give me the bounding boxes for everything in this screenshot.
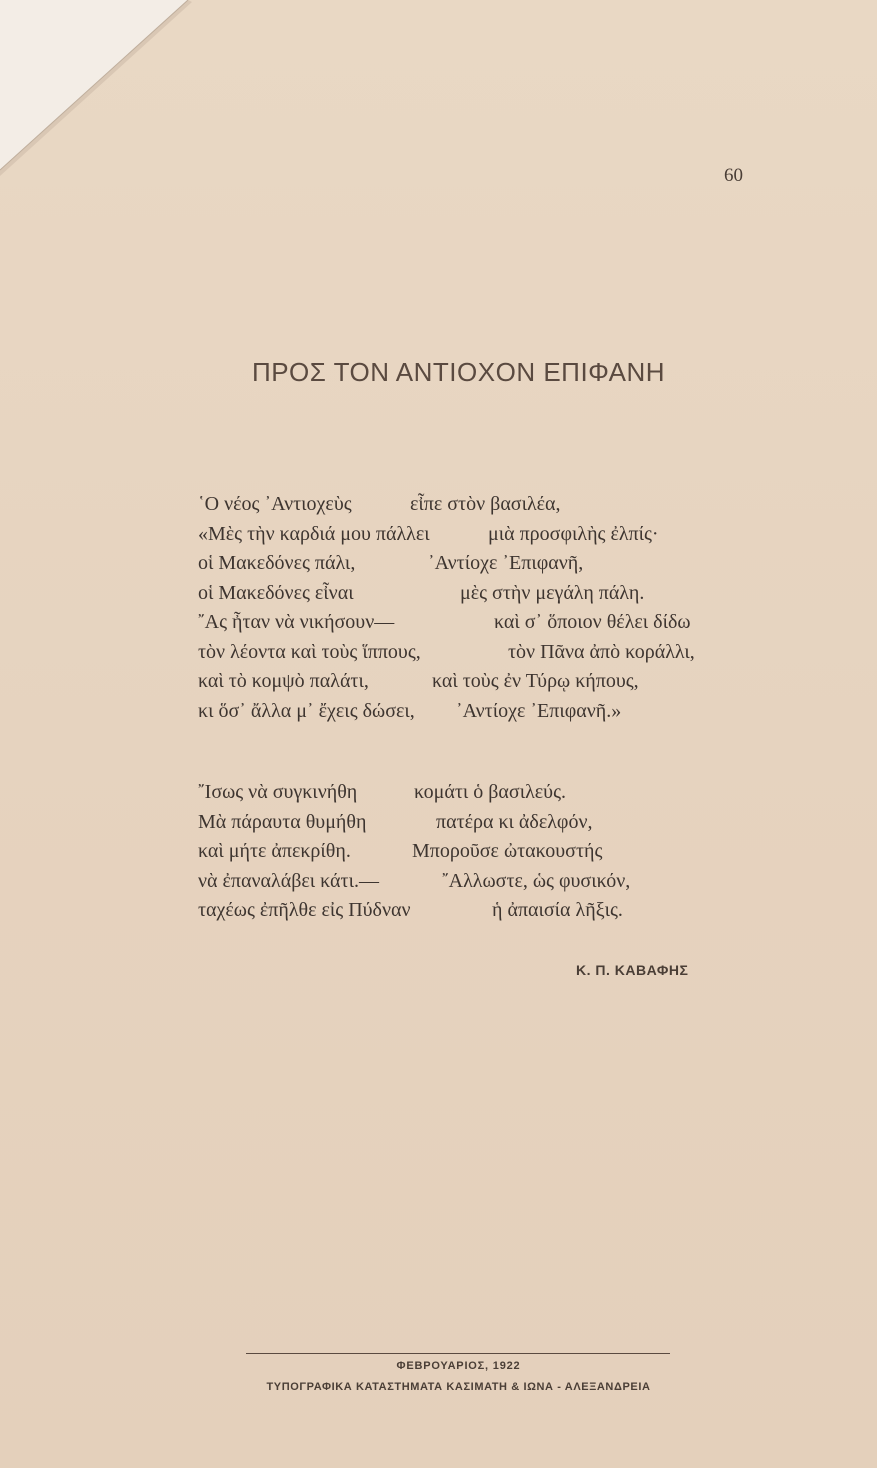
line-first-half: «Μὲς τὴν καρδιά μου πάλλει <box>198 522 430 545</box>
page-number: 60 <box>724 165 743 186</box>
line-second-half: κομάτι ὁ βασιλεύς. <box>414 781 566 803</box>
line-first-half: καὶ μήτε ἀπεκρίθη. <box>198 840 351 862</box>
footer-printer: ΤΥΠΟΓΡΑΦΙΚΑ ΚΑΤΑΣΤΗΜΑΤΑ ΚΑΣΙΜΑΤΗ & ΙΩΝΑ - ΑΛΕΞΑΝΔΡΕΙΑ <box>266 1381 651 1393</box>
line-first-half: καὶ τὸ κομψὸ παλάτι, <box>198 670 369 692</box>
folded-corner <box>0 0 200 180</box>
footer-date: ΦΕΒΡΟΥΑΡΙΟΣ, 1922 <box>396 1360 521 1372</box>
line-second-half: ῎Αλλωστε, ὡς φυσικόν, <box>442 869 631 892</box>
line-first-half: Μὰ πάραυτα θυμήθη <box>198 810 367 833</box>
line-second-half: ἡ ἀπαισία λῆξις. <box>492 899 623 921</box>
footer-divider <box>246 1353 670 1354</box>
line-second-half: καὶ σ᾿ ὅποιον θέλει δίδω <box>494 611 691 633</box>
line-first-half: ταχέως ἐπῆλθε εἰς Πύδναν <box>198 899 411 921</box>
line-second-half: μιὰ προσφιλὴς ἐλπίς· <box>488 522 659 545</box>
line-first-half: ῾Ο νέος ᾿Αντιοχεὺς <box>198 493 352 515</box>
line-second-half: ᾿Αντίοχε ᾿Επιφανῆ, <box>428 552 584 574</box>
line-second-half: πατέρα κι ἀδελφόν, <box>436 810 593 833</box>
line-second-half: ᾿Αντίοχε ᾿Επιφανῆ.» <box>456 699 622 722</box>
line-first-half: οἱ Μακεδόνες εἶναι <box>198 581 354 604</box>
line-second-half: καὶ τοὺς ἐν Τύρῳ κήπους, <box>432 670 639 692</box>
line-first-half: ῎Ισως νὰ συγκινήθη <box>198 781 358 803</box>
author-signature: Κ. Π. ΚΑΒΑΦΗΣ <box>576 962 689 978</box>
line-second-half: Μποροῦσε ὠτακουστής <box>412 840 603 862</box>
line-first-half: κι ὅσ᾿ ἄλλα μ᾿ ἔχεις δώσει, <box>198 699 415 722</box>
line-first-half: οἱ Μακεδόνες πάλι, <box>198 552 356 574</box>
line-first-half: ῎Ας ἦταν νὰ νικήσουν— <box>198 611 395 633</box>
line-first-half: νὰ ἐπαναλάβει κάτι.— <box>198 869 379 892</box>
line-second-half: μὲς στὴν μεγάλη πάλη. <box>460 581 645 604</box>
line-second-half: εἶπε στὸν βασιλέα, <box>410 493 561 515</box>
poem-title: ΠΡΟΣ ΤΟΝ ΑΝΤΙΟΧΟΝ ΕΠΙΦΑΝΗ <box>251 357 666 387</box>
line-first-half: τὸν λέοντα καὶ τοὺς ἵππους, <box>198 640 421 663</box>
line-second-half: τὸν Πᾶνα ἀπὸ κοράλλι, <box>508 640 695 663</box>
